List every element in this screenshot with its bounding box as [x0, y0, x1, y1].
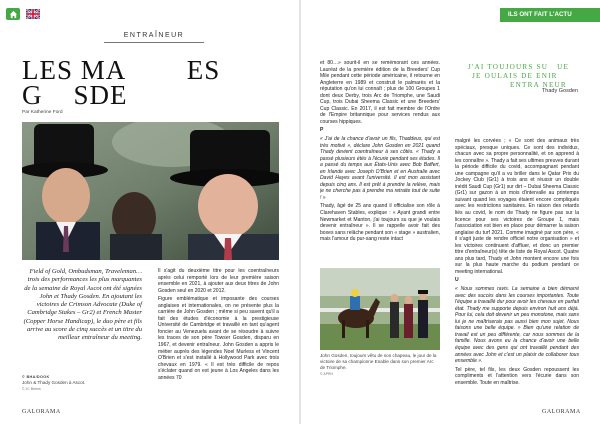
footer-logo-left: GALORAMA	[22, 409, 61, 415]
caption-credit: © JC Briens	[22, 387, 41, 391]
language-switch[interactable]	[26, 9, 40, 19]
caption-label: © BHA/DOOK	[22, 375, 50, 379]
caption-credit: © APRH	[320, 372, 334, 376]
paragraph: Figure emblématique et imposante des courses anglaises et internationales, on ne présente plus la carrière de John Gosden ; même si peu savent qu'il a fait des études d'économie à la prestigieuse Université de Cambridge et travaillé en tant qu'agent foncier au Venezuela avant de se résoudre à suivre les traces de son père Towser Gosden, disparu en 1967, et devenir entraîneur. John Gosden a appris le métier auprès des légendes Noel Murless et Vincent O'Brien et s'est installé à Hollywood Park avec trois chevaux en 1979. « Il est très difficile de repos s'éclater quand on est jeune à Los Angeles dans les années 70	[158, 296, 279, 381]
home-icon	[9, 10, 18, 19]
caption-text: John & Thady Gosden à Ascot.	[22, 380, 86, 385]
pull-quote-line: J'AI TOUJOURS SU UE	[468, 63, 570, 71]
paragraph: Thady, âgé de 25 ans quand il officialise son rôle à Clarehaven Stables, explique : « Ayant grandi entre Newmarket et Manton, j'ai toujours su que je voulais devenir entraîneur ». Il se rappelle avoir fait des boxes sans relâche pendant son « stage » australien, mais l'amour du pur-sang reste intact	[320, 203, 440, 243]
title-line-1: LES MA ES	[22, 55, 221, 85]
paragraph: « Nous sommes ravis. La semaine a bien démarré avec des succès dans les courses importantes. Toute l'équipe a travaillé dur pour avoir les chevaux en parfait état. Thady me supporte depuis environ huit ans déjà. Pour lui, cela doit devenir un peu monotone, mais sans lui je ne maîtriserais pas aussi bien mon sujet. Nous faisons une belle équipe. » Bien qu'une relation de travail est un peu différente, car nous sommes de la famille. Nous avons eu la chance d'avoir une belle équipe avec des gens qui ont travaillé pendant des années avec John et c'est un plaisir de collaborer tous ensemble ».	[455, 286, 579, 365]
page-gutter	[299, 0, 301, 424]
winner-parade-image	[320, 268, 440, 350]
home-button[interactable]	[6, 8, 20, 20]
section-subhead: U	[455, 277, 459, 284]
article-lede: Field of Gold, Ombudsman, Traveleman… trois des performances les plus marquantes de la semaine de Royal Ascot ont été signées John et Thady Gosden. En ajoutant les victoires de Crimson Advocate (Duke of Cambridge Stakes – Gr2) et French Master (Copper Horse Handicap), le duo père et fils arrive au score de cinq succès et un titre du meilleur entraîneur du meeting.	[23, 268, 142, 342]
section-subhead: P	[320, 127, 324, 134]
section-banner[interactable]: ILS ONT FAIT L'ACTU	[500, 8, 600, 22]
pull-quote-line: ENTRA NEUR	[510, 81, 567, 89]
paragraph: Tel père, tel fils, les deux Gosden repoussent les compliments et l'attention vers l'écurie dans son ensemble. Toute en maîtrise.	[455, 366, 579, 386]
photo-caption-left	[22, 374, 142, 392]
pull-quote-line: JE OULAIS DE ENIR	[472, 72, 558, 80]
main-photo	[22, 122, 279, 260]
section-divider	[104, 42, 204, 43]
paragraph: malgré les corvées ; « Ce sont des animaux très spéciaux, presque uniques. Ce sont des individus, chacun avec sa propre personnalité, et on apprend à les connaître ». Thady a fait ses ultimes preuves durant la période difficile du covid, accompagnant pendant une campagne qu'il a vu briller dans le Qatar Prix du Jockey Club (Gr1) à trois ans et réussir un double inédit Saudi Cup (Gr1) sur dirt – Dubai Sheema Classic (Gr1) sur gazon à un mois d'intervalle au printemps suivant quand les voyages étaient encore compliqués avec les restrictions sanitaires. En raison des retards liés au covid, le nom de Thady ne figure pas sur la licence pour ses victoires de Groupe 1, mais l'association est bien en place pour démarrer la saison anglaise du turf 2021. Comme imaginé par son père, « il s'agit juste de rendre officiel notre organisation » et les victoires continuent d'affluer, et donc un premier titre d'entraîneur(s) tête de liste de Royal Ascot. Quatre ans plus tard, Thady et John montent encore une fois sur la plus haute marche du podium pendant ce meeting international.	[455, 138, 579, 275]
gosden-portrait-image	[22, 122, 279, 260]
paragraph: « J'ai de la chance d'avoir un fils, Thaddeus, qui est très motivé », déclare John Gosden en 2021 quand Thady devient coentraîneur à ses côtés. « Thady a passé plusieurs étés à l'écurie pendant ses études. Il a passé du temps aux États-Unis avec Bob Baffert, en Irlande avec Joseph O'Brien et en Australie avec David Hayes avant l'université. Il est mon assistant depuis cinq ans. Il est prêt à prendre la relève, mais je ne cherche pas à prendre ma retraite tout de suite ! »	[320, 136, 440, 201]
paragraph: et 80…» sourit-il en se remémorant ces années. Lauréat de la première édition de la Breeders' Cup Mile pendant cette période américaine, il retourne en Angleterre en 1989 et construit le palmarès et la réputation qu'on lui connaît ; plus de 100 Groupes 1 dont deux Derby, trois Arc de Triomphe, une Saudi Cup, trois Dubai Sheema Classic et une Breeders' Cup Classic. En 2017, il est fait membre de l'Ordre de l'Empire britannique pour services rendus aux courses hippiques.	[320, 60, 440, 125]
race-photo	[320, 268, 440, 350]
footer-logo-right: GALORAMA	[542, 409, 581, 415]
section-label: ENTRAÎNEUR	[123, 32, 185, 39]
caption-text: John Gosden, toujours vêtu de son chapeau, le jour de la victoire de sa championne Enable dans son premier Arc de Triomphe.	[320, 353, 437, 370]
pull-quote-author: Thady Gosden	[541, 88, 578, 94]
title-line-2: G SDE	[22, 80, 128, 110]
article-title	[22, 55, 221, 110]
pull-quote	[468, 63, 578, 90]
uk-flag-icon	[26, 9, 40, 19]
body-column-left	[158, 268, 279, 413]
byline: Par Katherine Ford	[22, 110, 63, 115]
body-column-right-1	[320, 60, 440, 264]
photo-caption-right	[320, 353, 440, 377]
body-column-right-2	[455, 138, 579, 413]
paragraph: Il s'agit du deuxième titre pour les coentraîneurs après celui remporté lors de leur première saison ensemble en 2021, à ajouter aux deux titres de John Gosden seul en 2020 et 2012.	[158, 268, 279, 294]
